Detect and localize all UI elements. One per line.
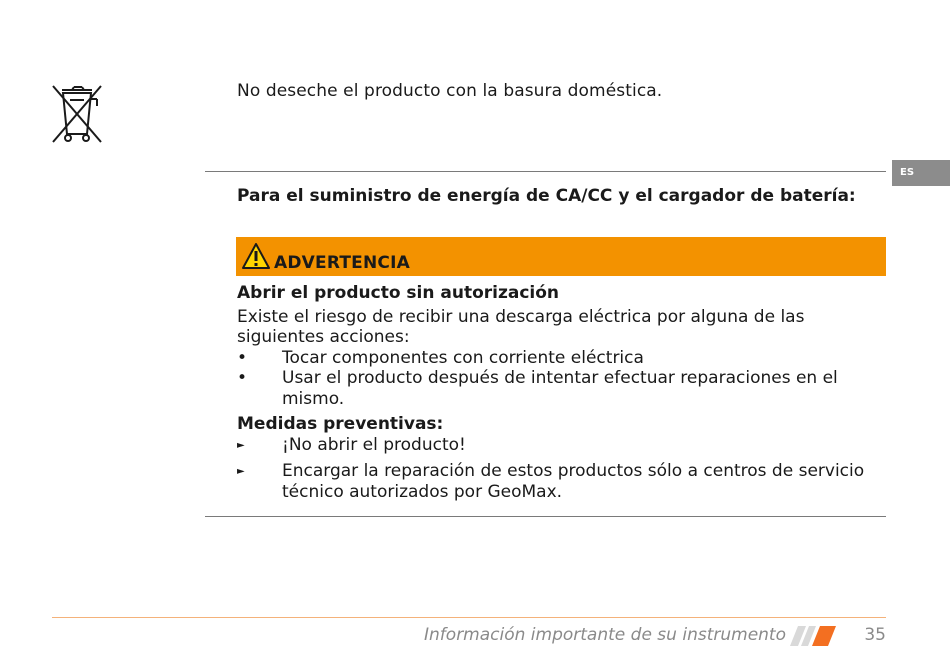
list-item: • Tocar componentes con corriente eléctrica [237, 347, 644, 368]
section-divider-bottom [205, 516, 886, 517]
warning-body [237, 283, 877, 502]
preventive-measure-list [237, 435, 877, 503]
arrow-mark: ► [237, 466, 245, 477]
bullet-mark: • [237, 368, 248, 388]
warning-triangle-icon [241, 242, 271, 270]
hazard-description: Existe el riesgo de recibir una descarga eléctrica por alguna de las siguientes acciones: [237, 306, 805, 347]
list-item: • Usar el producto después de intentar efectuar reparaciones en el mismo. [237, 368, 838, 409]
crossed-out-wheelie-bin-icon [50, 84, 104, 144]
section-heading: Para el suministro de energía de CA/CC y el cargador de batería: [237, 186, 856, 206]
hazard-title: Abrir el producto sin autorización [237, 283, 560, 303]
section-divider-top [205, 171, 886, 172]
bullet-mark: • [237, 347, 248, 368]
list-item: ► ¡No abrir el producto! [237, 434, 466, 455]
footer-stripes-icon [790, 626, 836, 646]
page-number: 35 [864, 625, 886, 645]
list-item: ► Encargar la reparación de estos productos sólo a centros de servicio técnico autorizados por GeoMax. [237, 461, 865, 502]
language-tab: ES [892, 160, 950, 186]
footer-rule [52, 617, 886, 618]
warning-label: ADVERTENCIA [274, 253, 410, 273]
footer-title: Información importante de su instrumento [424, 625, 786, 645]
hazard-action-list [237, 348, 877, 410]
warning-banner [236, 237, 886, 276]
arrow-mark: ► [237, 439, 245, 451]
preventive-title: Medidas preventivas: [237, 414, 444, 434]
disposal-notice: No deseche el producto con la basura doméstica. [237, 81, 663, 101]
